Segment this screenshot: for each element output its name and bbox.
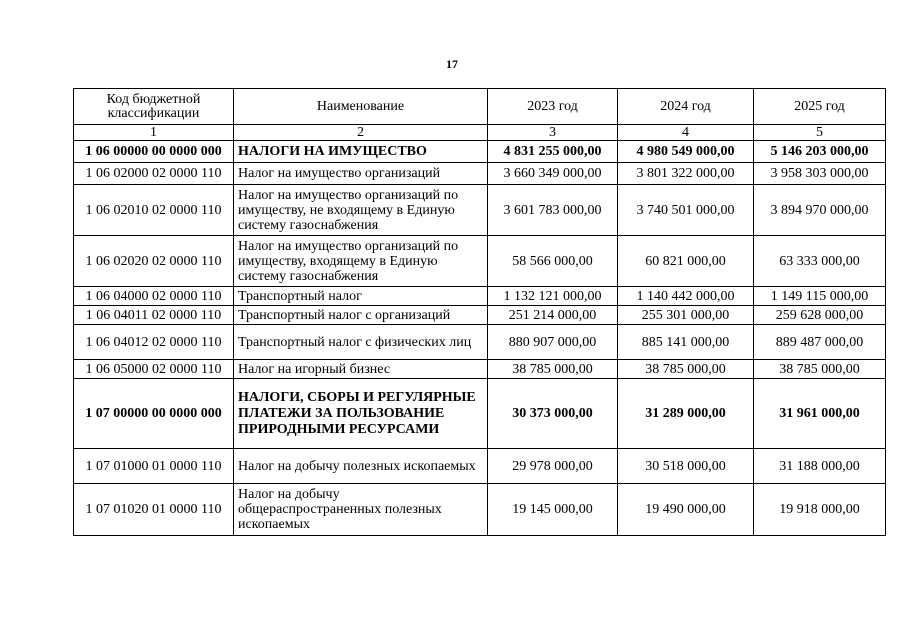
row-code: 1 06 02020 02 0000 110 [74, 236, 234, 287]
row-value-2025: 3 958 303 000,00 [754, 163, 886, 185]
table-row [74, 236, 886, 287]
row-value-2025: 5 146 203 000,00 [754, 141, 886, 163]
header-row [74, 89, 886, 125]
row-value-2025: 63 333 000,00 [754, 236, 886, 287]
row-value-2023: 880 907 000,00 [488, 325, 618, 360]
column-number: 1 [74, 125, 234, 141]
row-value-2025: 31 188 000,00 [754, 449, 886, 484]
row-code: 1 06 02000 02 0000 110 [74, 163, 234, 185]
row-value-2025: 3 894 970 000,00 [754, 185, 886, 236]
row-value-2023: 3 660 349 000,00 [488, 163, 618, 185]
row-value-2023: 4 831 255 000,00 [488, 141, 618, 163]
row-name: НАЛОГИ, СБОРЫ И РЕГУЛЯРНЫЕ ПЛАТЕЖИ ЗА ПОЛЬЗОВАНИЕ ПРИРОДНЫМИ РЕСУРСАМИ [234, 379, 488, 449]
table-row [74, 484, 886, 536]
row-value-2023: 3 601 783 000,00 [488, 185, 618, 236]
header-2024: 2024 год [618, 89, 754, 125]
row-value-2025: 259 628 000,00 [754, 306, 886, 325]
row-value-2023: 38 785 000,00 [488, 360, 618, 379]
row-code: 1 06 00000 00 0000 000 [74, 141, 234, 163]
row-name: НАЛОГИ НА ИМУЩЕСТВО [234, 141, 488, 163]
row-value-2024: 3 801 322 000,00 [618, 163, 754, 185]
table-row [74, 306, 886, 325]
page-number: 17 [446, 57, 458, 71]
row-value-2025: 38 785 000,00 [754, 360, 886, 379]
row-code: 1 07 01020 01 0000 110 [74, 484, 234, 536]
row-name: Налог на имущество организаций по имуществу, не входящему в Единую систему газоснабжения [234, 185, 488, 236]
table-row [74, 360, 886, 379]
row-name: Транспортный налог с физических лиц [234, 325, 488, 360]
row-code: 1 06 02010 02 0000 110 [74, 185, 234, 236]
row-value-2024: 3 740 501 000,00 [618, 185, 754, 236]
row-code: 1 06 04011 02 0000 110 [74, 306, 234, 325]
row-value-2025: 889 487 000,00 [754, 325, 886, 360]
table-row [74, 185, 886, 236]
row-name: Налог на игорный бизнес [234, 360, 488, 379]
row-code: 1 07 01000 01 0000 110 [74, 449, 234, 484]
row-value-2023: 58 566 000,00 [488, 236, 618, 287]
row-name: Налог на добычу полезных ископаемых [234, 449, 488, 484]
column-number: 3 [488, 125, 618, 141]
column-number: 2 [234, 125, 488, 141]
row-value-2024: 885 141 000,00 [618, 325, 754, 360]
row-value-2023: 30 373 000,00 [488, 379, 618, 449]
row-value-2023: 19 145 000,00 [488, 484, 618, 536]
row-value-2025: 19 918 000,00 [754, 484, 886, 536]
header-2025: 2025 год [754, 89, 886, 125]
row-value-2023: 1 132 121 000,00 [488, 287, 618, 306]
row-value-2024: 1 140 442 000,00 [618, 287, 754, 306]
row-value-2024: 19 490 000,00 [618, 484, 754, 536]
table-row [74, 141, 886, 163]
row-code: 1 07 00000 00 0000 000 [74, 379, 234, 449]
row-code: 1 06 05000 02 0000 110 [74, 360, 234, 379]
row-value-2024: 60 821 000,00 [618, 236, 754, 287]
row-value-2025: 31 961 000,00 [754, 379, 886, 449]
row-value-2025: 1 149 115 000,00 [754, 287, 886, 306]
budget-table [73, 88, 886, 536]
row-name: Налог на имущество организаций по имуществу, входящему в Единую систему газоснабжения [234, 236, 488, 287]
table-row [74, 449, 886, 484]
table-row [74, 287, 886, 306]
row-code: 1 06 04000 02 0000 110 [74, 287, 234, 306]
row-name: Транспортный налог [234, 287, 488, 306]
header-code: Код бюджетной классификации [74, 89, 234, 125]
column-number: 4 [618, 125, 754, 141]
row-name: Транспортный налог с организаций [234, 306, 488, 325]
row-value-2024: 30 518 000,00 [618, 449, 754, 484]
table-row [74, 163, 886, 185]
header-2023: 2023 год [488, 89, 618, 125]
column-number-row [74, 125, 886, 141]
row-name: Налог на имущество организаций [234, 163, 488, 185]
table-row [74, 379, 886, 449]
row-value-2023: 29 978 000,00 [488, 449, 618, 484]
row-value-2023: 251 214 000,00 [488, 306, 618, 325]
row-value-2024: 4 980 549 000,00 [618, 141, 754, 163]
row-code: 1 06 04012 02 0000 110 [74, 325, 234, 360]
row-value-2024: 255 301 000,00 [618, 306, 754, 325]
table-row [74, 325, 886, 360]
header-name: Наименование [234, 89, 488, 125]
row-name: Налог на добычу общераспространенных полезных ископаемых [234, 484, 488, 536]
row-value-2024: 31 289 000,00 [618, 379, 754, 449]
row-value-2024: 38 785 000,00 [618, 360, 754, 379]
column-number: 5 [754, 125, 886, 141]
